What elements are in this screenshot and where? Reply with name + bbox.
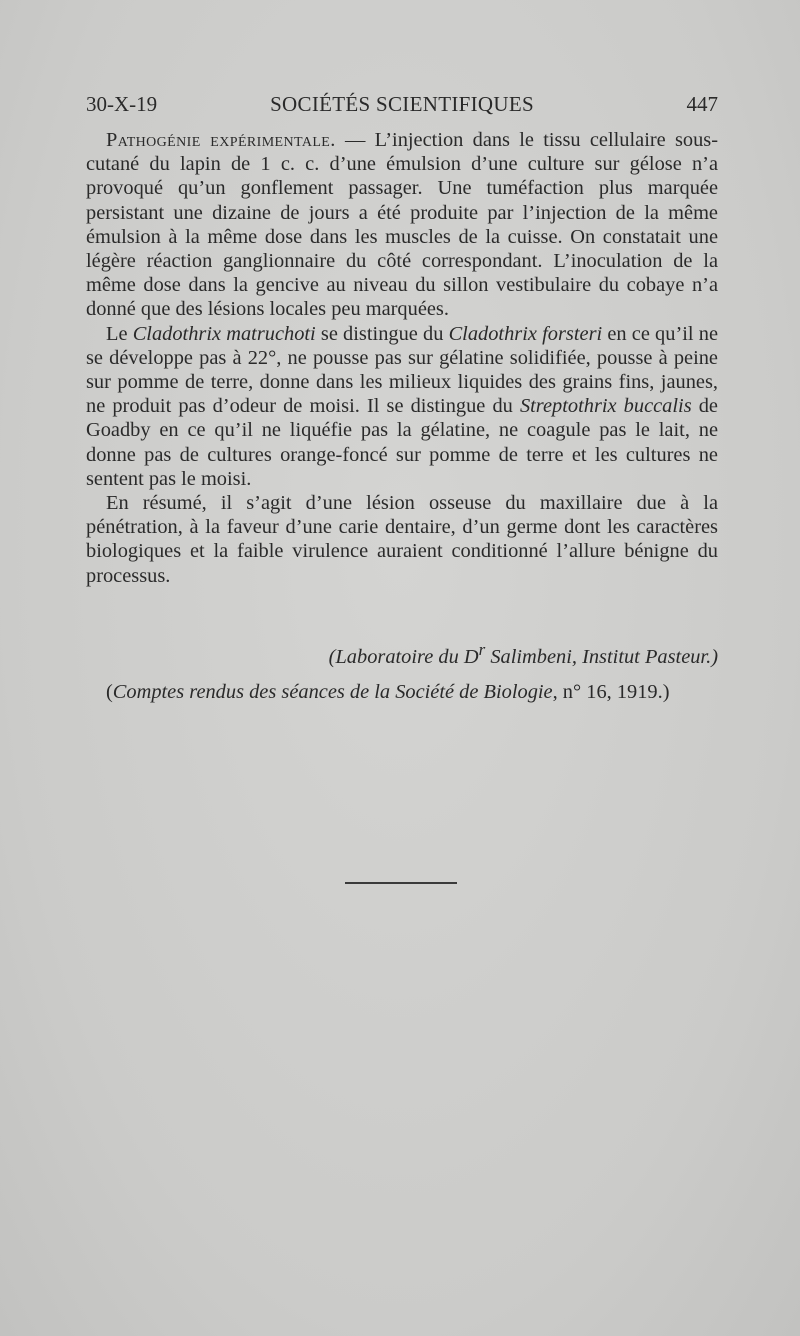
running-header — [86, 92, 718, 122]
article-body — [86, 128, 718, 588]
text-run: en ce qu’il ne se développe pas à 22°, ne pousse pas sur gélatine solidifiée, pousse à peine sur pomme de terre, donne dans les milieux liquides des grains fins, jaunes, ne produit pas d’odeur de moisi. Il se distingue du — [86, 322, 718, 418]
paragraph-cladothrix — [86, 322, 718, 491]
species-name: Cladothrix forsteri — [448, 322, 603, 345]
citation-rest: , n° 16, 1919.) — [552, 681, 670, 703]
signature-text: (Laboratoire du D — [328, 645, 479, 668]
species-name: Cladothrix matruchoti — [132, 322, 316, 345]
header-date: 30-X-19 — [86, 92, 158, 116]
species-name: Streptothrix buccalis — [519, 395, 692, 418]
text-run: se distingue du — [315, 322, 449, 345]
section-heading: Pathogénie expérimentale. — [106, 129, 336, 151]
signature-text: Salimbeni, Institut Pasteur.) — [485, 645, 718, 668]
text-run: Le — [106, 322, 133, 345]
signature-line — [86, 640, 718, 669]
source-citation — [86, 680, 718, 704]
citation-open: ( — [106, 681, 113, 703]
header-title: SOCIÉTÉS SCIENTIFIQUES — [270, 92, 534, 116]
end-rule-divider — [345, 882, 457, 884]
paragraph-text: — L’injection dans le tissu cellulaire sous-cutané du lapin de 1 c. c. d’une émulsion d’une culture sur gélose n’a provoqué qu’un gonflement passager. Une tuméfaction plus marquée persistant une dizaine de jours a été produite par l’injection de la même émulsion à la même dose dans les muscles de la cuisse. On constatait une légère réaction ganglionnaire du côté correspondant. L’inoculation de la même dose dans la gencive au niveau du sillon vestibulaire du cobaye n’a donné que des lésions locales peu marquées. — [86, 129, 718, 321]
text-run: de Goadby en ce qu’il ne liquéfie pas la gélatine, ne coagule pas le lait, ne donne pas de cultures orange-foncé sur pomme de terre et les cultures ne sentent pas le moisi. — [86, 395, 718, 490]
page-number: 447 — [686, 92, 718, 116]
paragraph-resume: En résumé, il s’agit d’une lésion osseuse du maxillaire due à la pénétration, à la faveur d’une carie dentaire, d’un germe dont les caractères biologiques et la faible virulence auraient conditionné l’allure bénigne du processus. — [86, 492, 718, 587]
paragraph-pathogenie — [86, 128, 718, 322]
signature-superscript: r — [478, 640, 486, 659]
journal-name: Comptes rendus des séances de la Société de Biologie — [112, 681, 553, 703]
